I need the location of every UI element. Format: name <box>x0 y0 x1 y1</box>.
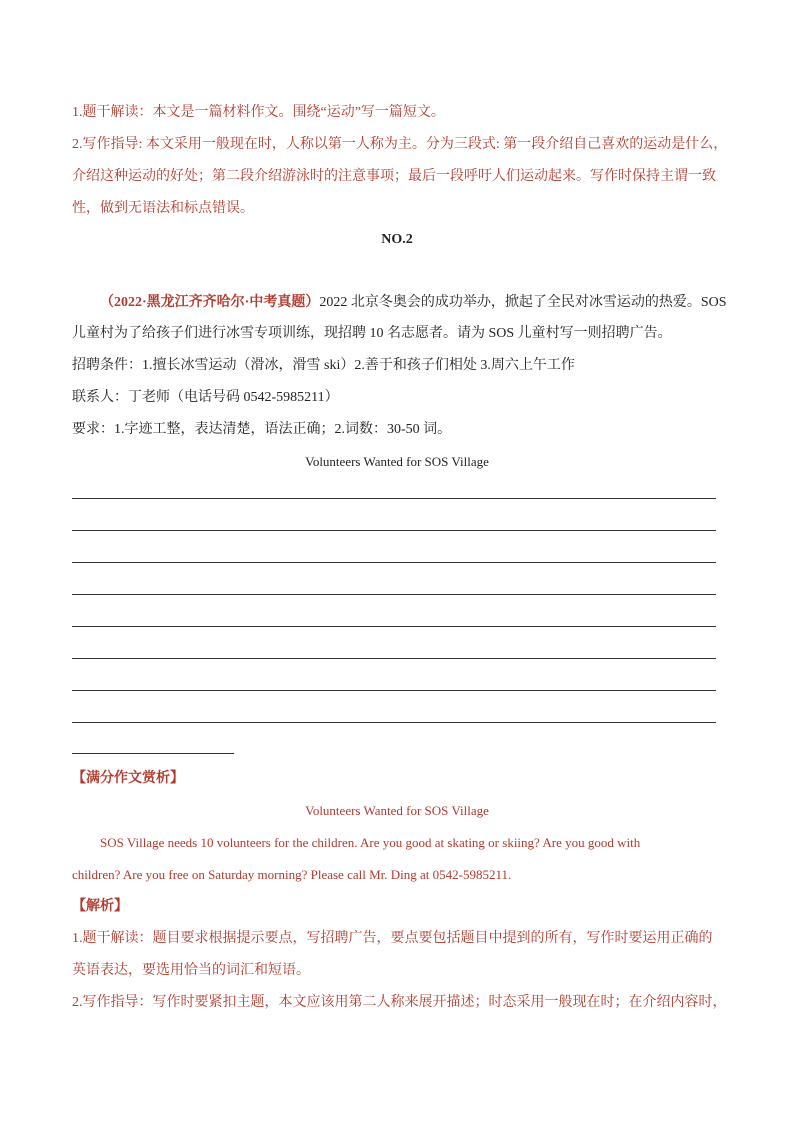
model-essay-title: Volunteers Wanted for SOS Village <box>305 803 489 818</box>
question-source: （2022·黑龙江齐齐哈尔·中考真题） <box>100 295 320 310</box>
analysis-line-3: 2.写作指导：写作时要紧扣主题，本文应该用第二人称来展开描述；时态采用一般现在时；在介绍内容时， <box>72 995 727 1010</box>
writing-line <box>72 594 716 595</box>
analysis-line-1: 1.题干解读：题目要求根据提示要点，写招聘广告，要点要包括题目中提到的所有，写作时要运用正确的 <box>72 931 713 946</box>
contact-person: 联系人：丁老师（电话号码 0542-5985211） <box>72 390 339 405</box>
question-line-1 <box>100 294 727 312</box>
recruit-conditions: 招聘条件：1.擅长冰雪运动（滑冰，滑雪 ski）2.善于和孩子们相处 3.周六上午工作 <box>72 358 575 373</box>
requirements: 要求：1.字迹工整，表达清楚，语法正确；2.词数：30-50 词。 <box>72 422 452 437</box>
model-essay-line-1: SOS Village needs 10 volunteers for the children. Are you good at skating or skiing? Are you good with <box>100 835 641 850</box>
writing-line <box>72 722 716 723</box>
analysis-heading: 【解析】 <box>72 899 128 914</box>
writing-guide-line-1: 2.写作指导: 本文采用一般现在时，人称以第一人称为主。分为三段式: 第一段介绍自己喜欢的运动是什么， <box>72 137 728 152</box>
essay-title: Volunteers Wanted for SOS Village <box>305 454 489 469</box>
writing-line <box>72 658 716 659</box>
analysis-point-1: 1.题干解读：本文是一篇材料作文。围绕“运动”写一篇短文。 <box>72 105 445 120</box>
question-number: NO.2 <box>381 232 413 247</box>
question-line-2: 儿童村为了给孩子们进行冰雪专项训练，现招聘 10 名志愿者。请为 SOS 儿童村写一则招聘广告。 <box>72 326 672 341</box>
model-essay-line-2: children? Are you free on Saturday morning? Please call Mr. Ding at 0542-5985211. <box>72 867 512 882</box>
writing-line-short <box>72 753 234 754</box>
writing-line <box>72 690 716 691</box>
question-intro: 2022 北京冬奥会的成功举办，掀起了全民对冰雪运动的热爱。SOS <box>319 295 727 310</box>
analysis-line-2: 英语表达，要选用恰当的词汇和短语。 <box>72 963 310 978</box>
writing-guide-line-2: 介绍这种运动的好处；第二段介绍游泳时的注意事项；最后一段呼吁人们运动起来。写作时保持主谓一致 <box>72 169 716 184</box>
writing-guide-line-3: 性，做到无语法和标点错误。 <box>72 201 254 216</box>
writing-line <box>72 498 716 499</box>
writing-line <box>72 530 716 531</box>
writing-line <box>72 562 716 563</box>
writing-line <box>72 626 716 627</box>
model-essay-heading: 【满分作文赏析】 <box>72 771 184 786</box>
